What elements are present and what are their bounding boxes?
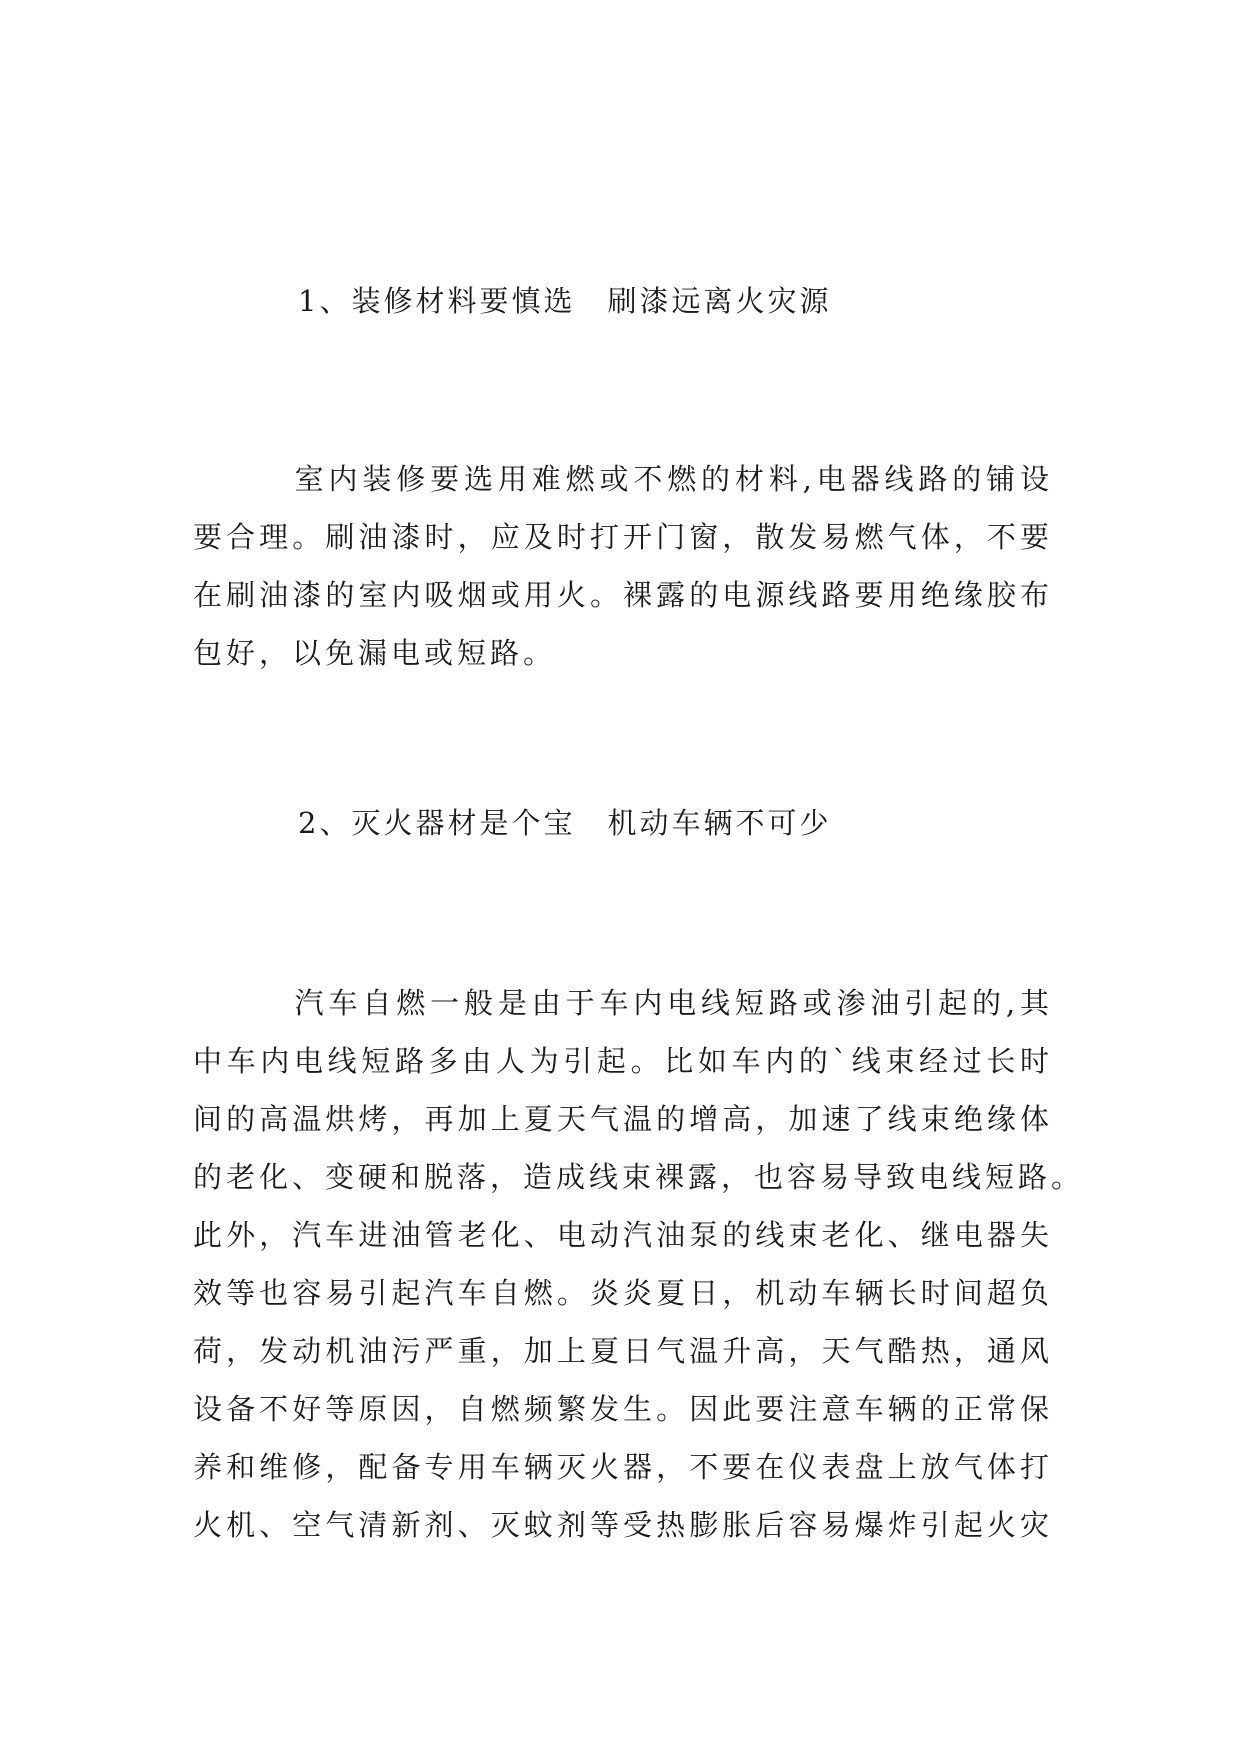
paragraph-line: 此外，汽车进油管老化、电动汽油泵的线束老化、继电器失 bbox=[193, 1218, 1053, 1252]
section-heading-2: 2、灭火器材是个宝 机动车辆不可少 bbox=[298, 806, 832, 840]
paragraph-line: 室内装修要选用难燃或不燃的材料,电器线路的铺设 bbox=[193, 462, 1053, 496]
paragraph-line: 中车内电线短路多由人为引起。比如车内的`线束经过长时 bbox=[193, 1044, 1053, 1078]
paragraph-line: 的老化、变硬和脱落，造成线束裸露，也容易导致电线短路。 bbox=[193, 1160, 1085, 1194]
paragraph-line: 火机、空气清新剂、灭蚊剂等受热膨胀后容易爆炸引起火灾 bbox=[193, 1508, 1053, 1542]
paragraph-line: 设备不好等原因，自燃频繁发生。因此要注意车辆的正常保 bbox=[193, 1392, 1053, 1426]
section-paragraph-1 bbox=[193, 450, 1053, 682]
paragraph-line: 荷，发动机油污严重，加上夏日气温升高，天气酷热，通风 bbox=[193, 1334, 1053, 1368]
paragraph-line: 效等也容易引起汽车自燃。炎炎夏日，机动车辆长时间超负 bbox=[193, 1276, 1053, 1310]
paragraph-line: 在刷油漆的室内吸烟或用火。裸露的电源线路要用绝缘胶布 bbox=[193, 578, 1053, 612]
section-heading-1: 1、装修材料要慎选 刷漆远离火灾源 bbox=[298, 284, 832, 318]
paragraph-line: 包好，以免漏电或短路。 bbox=[193, 636, 557, 670]
paragraph-line: 间的高温烘烤，再加上夏天气温的增高，加速了线束绝缘体 bbox=[193, 1102, 1053, 1136]
paragraph-line: 养和维修，配备专用车辆灭火器，不要在仪表盘上放气体打 bbox=[193, 1450, 1053, 1484]
section-paragraph-2 bbox=[193, 974, 1085, 1554]
paragraph-line: 要合理。刷油漆时，应及时打开门窗，散发易燃气体，不要 bbox=[193, 520, 1053, 554]
paragraph-line: 汽车自燃一般是由于车内电线短路或渗油引起的,其 bbox=[193, 986, 1053, 1020]
